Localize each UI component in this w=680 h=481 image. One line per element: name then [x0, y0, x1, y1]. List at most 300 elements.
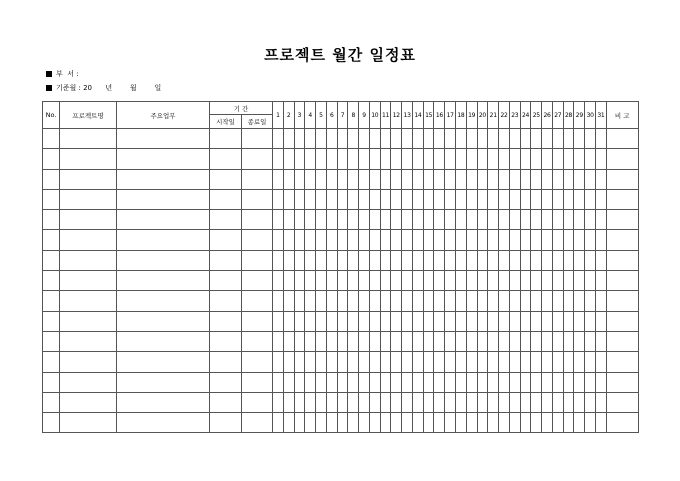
- table-cell[interactable]: [456, 271, 467, 291]
- table-cell[interactable]: [316, 210, 327, 230]
- table-cell[interactable]: [348, 230, 359, 250]
- table-cell[interactable]: [43, 230, 60, 250]
- table-cell[interactable]: [509, 413, 520, 433]
- table-cell[interactable]: [283, 169, 294, 189]
- table-cell[interactable]: [445, 250, 456, 270]
- table-cell[interactable]: [574, 169, 585, 189]
- table-cell[interactable]: [305, 271, 316, 291]
- table-cell[interactable]: [552, 331, 563, 351]
- table-cell[interactable]: [552, 149, 563, 169]
- table-cell[interactable]: [60, 129, 117, 149]
- table-cell[interactable]: [445, 352, 456, 372]
- table-cell[interactable]: [210, 392, 242, 412]
- table-cell[interactable]: [466, 271, 477, 291]
- table-cell[interactable]: [412, 392, 423, 412]
- table-cell[interactable]: [499, 372, 510, 392]
- table-cell[interactable]: [531, 210, 542, 230]
- table-cell[interactable]: [606, 169, 638, 189]
- table-cell[interactable]: [348, 352, 359, 372]
- table-cell[interactable]: [499, 129, 510, 149]
- table-cell[interactable]: [423, 230, 434, 250]
- table-cell[interactable]: [606, 413, 638, 433]
- table-cell[interactable]: [337, 230, 348, 250]
- table-cell[interactable]: [542, 271, 553, 291]
- table-cell[interactable]: [445, 331, 456, 351]
- table-cell[interactable]: [43, 250, 60, 270]
- table-cell[interactable]: [456, 311, 467, 331]
- table-cell[interactable]: [402, 311, 413, 331]
- table-cell[interactable]: [606, 149, 638, 169]
- table-cell[interactable]: [359, 271, 370, 291]
- table-cell[interactable]: [488, 149, 499, 169]
- table-cell[interactable]: [359, 352, 370, 372]
- table-cell[interactable]: [391, 413, 402, 433]
- table-cell[interactable]: [595, 311, 606, 331]
- table-cell[interactable]: [477, 169, 488, 189]
- table-cell[interactable]: [552, 372, 563, 392]
- table-cell[interactable]: [531, 250, 542, 270]
- table-cell[interactable]: [380, 250, 391, 270]
- table-cell[interactable]: [542, 149, 553, 169]
- table-cell[interactable]: [542, 291, 553, 311]
- table-cell[interactable]: [359, 230, 370, 250]
- table-cell[interactable]: [585, 149, 596, 169]
- table-cell[interactable]: [117, 250, 210, 270]
- table-cell[interactable]: [391, 331, 402, 351]
- table-cell[interactable]: [574, 352, 585, 372]
- table-cell[interactable]: [210, 372, 242, 392]
- table-cell[interactable]: [552, 250, 563, 270]
- table-cell[interactable]: [488, 413, 499, 433]
- table-cell[interactable]: [412, 250, 423, 270]
- table-cell[interactable]: [117, 352, 210, 372]
- table-cell[interactable]: [412, 413, 423, 433]
- table-cell[interactable]: [402, 189, 413, 209]
- table-cell[interactable]: [595, 189, 606, 209]
- table-cell[interactable]: [509, 149, 520, 169]
- table-cell[interactable]: [369, 311, 380, 331]
- table-cell[interactable]: [595, 210, 606, 230]
- table-cell[interactable]: [563, 250, 574, 270]
- table-cell[interactable]: [242, 271, 273, 291]
- table-cell[interactable]: [466, 129, 477, 149]
- table-cell[interactable]: [391, 311, 402, 331]
- table-cell[interactable]: [445, 392, 456, 412]
- table-cell[interactable]: [585, 372, 596, 392]
- table-cell[interactable]: [563, 331, 574, 351]
- table-cell[interactable]: [445, 291, 456, 311]
- table-cell[interactable]: [434, 230, 445, 250]
- table-cell[interactable]: [574, 230, 585, 250]
- table-cell[interactable]: [520, 129, 531, 149]
- table-cell[interactable]: [606, 271, 638, 291]
- table-cell[interactable]: [520, 392, 531, 412]
- table-cell[interactable]: [434, 149, 445, 169]
- table-cell[interactable]: [574, 250, 585, 270]
- table-cell[interactable]: [488, 392, 499, 412]
- table-cell[interactable]: [456, 169, 467, 189]
- table-cell[interactable]: [337, 169, 348, 189]
- table-cell[interactable]: [595, 230, 606, 250]
- table-cell[interactable]: [273, 189, 284, 209]
- table-cell[interactable]: [445, 189, 456, 209]
- table-cell[interactable]: [445, 169, 456, 189]
- table-cell[interactable]: [283, 271, 294, 291]
- table-cell[interactable]: [434, 311, 445, 331]
- table-cell[interactable]: [509, 169, 520, 189]
- table-cell[interactable]: [488, 210, 499, 230]
- table-cell[interactable]: [210, 331, 242, 351]
- table-cell[interactable]: [412, 331, 423, 351]
- table-cell[interactable]: [595, 129, 606, 149]
- table-cell[interactable]: [242, 392, 273, 412]
- table-cell[interactable]: [606, 129, 638, 149]
- table-cell[interactable]: [43, 331, 60, 351]
- table-cell[interactable]: [337, 189, 348, 209]
- table-cell[interactable]: [595, 392, 606, 412]
- table-cell[interactable]: [434, 271, 445, 291]
- table-cell[interactable]: [477, 331, 488, 351]
- table-cell[interactable]: [456, 372, 467, 392]
- table-cell[interactable]: [563, 352, 574, 372]
- table-cell[interactable]: [60, 392, 117, 412]
- table-cell[interactable]: [552, 392, 563, 412]
- table-cell[interactable]: [273, 291, 284, 311]
- table-cell[interactable]: [305, 149, 316, 169]
- table-cell[interactable]: [488, 189, 499, 209]
- table-cell[interactable]: [520, 230, 531, 250]
- table-cell[interactable]: [488, 331, 499, 351]
- table-cell[interactable]: [391, 291, 402, 311]
- table-cell[interactable]: [488, 352, 499, 372]
- table-cell[interactable]: [242, 149, 273, 169]
- table-cell[interactable]: [283, 392, 294, 412]
- table-cell[interactable]: [60, 210, 117, 230]
- table-cell[interactable]: [348, 331, 359, 351]
- table-cell[interactable]: [563, 413, 574, 433]
- table-cell[interactable]: [552, 311, 563, 331]
- table-cell[interactable]: [391, 352, 402, 372]
- table-cell[interactable]: [305, 189, 316, 209]
- table-cell[interactable]: [574, 129, 585, 149]
- table-cell[interactable]: [316, 372, 327, 392]
- table-cell[interactable]: [563, 169, 574, 189]
- table-cell[interactable]: [369, 392, 380, 412]
- table-cell[interactable]: [359, 169, 370, 189]
- table-cell[interactable]: [466, 311, 477, 331]
- table-cell[interactable]: [305, 311, 316, 331]
- table-cell[interactable]: [542, 210, 553, 230]
- table-cell[interactable]: [326, 230, 337, 250]
- table-cell[interactable]: [242, 413, 273, 433]
- table-cell[interactable]: [402, 413, 413, 433]
- table-cell[interactable]: [412, 210, 423, 230]
- table-cell[interactable]: [273, 311, 284, 331]
- table-cell[interactable]: [552, 230, 563, 250]
- table-cell[interactable]: [316, 129, 327, 149]
- table-cell[interactable]: [606, 250, 638, 270]
- table-cell[interactable]: [531, 169, 542, 189]
- table-cell[interactable]: [488, 129, 499, 149]
- table-cell[interactable]: [520, 352, 531, 372]
- table-cell[interactable]: [117, 311, 210, 331]
- table-cell[interactable]: [606, 230, 638, 250]
- table-cell[interactable]: [542, 189, 553, 209]
- table-cell[interactable]: [477, 271, 488, 291]
- table-cell[interactable]: [552, 189, 563, 209]
- table-cell[interactable]: [294, 291, 305, 311]
- table-cell[interactable]: [585, 311, 596, 331]
- table-cell[interactable]: [273, 372, 284, 392]
- table-cell[interactable]: [391, 271, 402, 291]
- table-cell[interactable]: [531, 352, 542, 372]
- table-cell[interactable]: [273, 271, 284, 291]
- table-cell[interactable]: [348, 291, 359, 311]
- table-cell[interactable]: [412, 230, 423, 250]
- table-cell[interactable]: [43, 169, 60, 189]
- table-cell[interactable]: [43, 189, 60, 209]
- table-cell[interactable]: [563, 230, 574, 250]
- table-cell[interactable]: [488, 372, 499, 392]
- table-cell[interactable]: [574, 331, 585, 351]
- table-cell[interactable]: [391, 230, 402, 250]
- table-cell[interactable]: [117, 210, 210, 230]
- table-cell[interactable]: [423, 189, 434, 209]
- table-cell[interactable]: [542, 392, 553, 412]
- table-cell[interactable]: [499, 210, 510, 230]
- table-cell[interactable]: [402, 392, 413, 412]
- table-cell[interactable]: [402, 250, 413, 270]
- table-cell[interactable]: [477, 149, 488, 169]
- table-cell[interactable]: [477, 291, 488, 311]
- table-cell[interactable]: [210, 413, 242, 433]
- table-cell[interactable]: [380, 210, 391, 230]
- table-cell[interactable]: [369, 129, 380, 149]
- table-cell[interactable]: [348, 250, 359, 270]
- table-cell[interactable]: [294, 169, 305, 189]
- table-cell[interactable]: [294, 271, 305, 291]
- table-cell[interactable]: [242, 129, 273, 149]
- table-cell[interactable]: [509, 271, 520, 291]
- table-cell[interactable]: [488, 291, 499, 311]
- table-cell[interactable]: [402, 271, 413, 291]
- table-cell[interactable]: [369, 271, 380, 291]
- table-cell[interactable]: [542, 372, 553, 392]
- table-cell[interactable]: [348, 189, 359, 209]
- table-cell[interactable]: [520, 413, 531, 433]
- table-cell[interactable]: [509, 291, 520, 311]
- table-cell[interactable]: [294, 129, 305, 149]
- table-cell[interactable]: [456, 250, 467, 270]
- table-cell[interactable]: [117, 372, 210, 392]
- table-cell[interactable]: [305, 230, 316, 250]
- table-cell[interactable]: [60, 189, 117, 209]
- table-cell[interactable]: [380, 311, 391, 331]
- table-cell[interactable]: [210, 189, 242, 209]
- table-cell[interactable]: [242, 372, 273, 392]
- table-cell[interactable]: [456, 230, 467, 250]
- table-cell[interactable]: [337, 250, 348, 270]
- table-cell[interactable]: [520, 271, 531, 291]
- table-cell[interactable]: [316, 189, 327, 209]
- table-cell[interactable]: [423, 352, 434, 372]
- table-cell[interactable]: [412, 311, 423, 331]
- table-cell[interactable]: [391, 169, 402, 189]
- table-cell[interactable]: [380, 149, 391, 169]
- table-cell[interactable]: [499, 250, 510, 270]
- table-cell[interactable]: [499, 392, 510, 412]
- table-cell[interactable]: [488, 250, 499, 270]
- table-cell[interactable]: [391, 392, 402, 412]
- table-cell[interactable]: [445, 413, 456, 433]
- table-cell[interactable]: [326, 149, 337, 169]
- table-cell[interactable]: [380, 392, 391, 412]
- table-cell[interactable]: [294, 189, 305, 209]
- table-cell[interactable]: [294, 250, 305, 270]
- table-cell[interactable]: [509, 210, 520, 230]
- table-cell[interactable]: [466, 250, 477, 270]
- table-cell[interactable]: [380, 372, 391, 392]
- table-cell[interactable]: [43, 413, 60, 433]
- table-cell[interactable]: [595, 149, 606, 169]
- table-cell[interactable]: [391, 189, 402, 209]
- table-cell[interactable]: [348, 210, 359, 230]
- table-cell[interactable]: [242, 352, 273, 372]
- table-cell[interactable]: [499, 331, 510, 351]
- table-cell[interactable]: [423, 331, 434, 351]
- table-cell[interactable]: [585, 392, 596, 412]
- table-cell[interactable]: [412, 291, 423, 311]
- table-cell[interactable]: [488, 169, 499, 189]
- table-cell[interactable]: [520, 291, 531, 311]
- table-cell[interactable]: [348, 413, 359, 433]
- table-cell[interactable]: [43, 291, 60, 311]
- table-cell[interactable]: [210, 210, 242, 230]
- table-cell[interactable]: [402, 149, 413, 169]
- table-cell[interactable]: [316, 250, 327, 270]
- table-cell[interactable]: [466, 291, 477, 311]
- table-cell[interactable]: [359, 413, 370, 433]
- table-cell[interactable]: [380, 331, 391, 351]
- table-cell[interactable]: [552, 291, 563, 311]
- table-cell[interactable]: [466, 189, 477, 209]
- table-cell[interactable]: [488, 311, 499, 331]
- table-cell[interactable]: [477, 230, 488, 250]
- table-cell[interactable]: [117, 149, 210, 169]
- table-cell[interactable]: [531, 392, 542, 412]
- table-cell[interactable]: [316, 413, 327, 433]
- table-cell[interactable]: [542, 331, 553, 351]
- table-cell[interactable]: [531, 149, 542, 169]
- table-cell[interactable]: [563, 291, 574, 311]
- table-cell[interactable]: [423, 129, 434, 149]
- table-cell[interactable]: [445, 271, 456, 291]
- table-cell[interactable]: [60, 250, 117, 270]
- table-cell[interactable]: [242, 210, 273, 230]
- table-cell[interactable]: [369, 230, 380, 250]
- table-cell[interactable]: [456, 189, 467, 209]
- table-cell[interactable]: [499, 413, 510, 433]
- table-cell[interactable]: [499, 189, 510, 209]
- table-cell[interactable]: [359, 311, 370, 331]
- table-cell[interactable]: [574, 372, 585, 392]
- table-cell[interactable]: [574, 311, 585, 331]
- table-cell[interactable]: [305, 169, 316, 189]
- table-cell[interactable]: [563, 210, 574, 230]
- table-cell[interactable]: [305, 392, 316, 412]
- table-cell[interactable]: [326, 291, 337, 311]
- table-cell[interactable]: [283, 250, 294, 270]
- table-cell[interactable]: [117, 230, 210, 250]
- table-cell[interactable]: [552, 352, 563, 372]
- table-cell[interactable]: [359, 210, 370, 230]
- table-cell[interactable]: [348, 311, 359, 331]
- table-cell[interactable]: [60, 311, 117, 331]
- table-cell[interactable]: [466, 392, 477, 412]
- table-cell[interactable]: [369, 413, 380, 433]
- table-cell[interactable]: [391, 129, 402, 149]
- table-cell[interactable]: [305, 250, 316, 270]
- table-cell[interactable]: [542, 169, 553, 189]
- table-cell[interactable]: [316, 271, 327, 291]
- table-cell[interactable]: [305, 352, 316, 372]
- table-cell[interactable]: [412, 129, 423, 149]
- table-cell[interactable]: [585, 352, 596, 372]
- table-cell[interactable]: [445, 210, 456, 230]
- table-cell[interactable]: [305, 291, 316, 311]
- table-cell[interactable]: [445, 230, 456, 250]
- table-cell[interactable]: [412, 169, 423, 189]
- table-cell[interactable]: [595, 250, 606, 270]
- table-cell[interactable]: [337, 352, 348, 372]
- table-cell[interactable]: [402, 210, 413, 230]
- table-cell[interactable]: [509, 331, 520, 351]
- table-cell[interactable]: [117, 392, 210, 412]
- table-cell[interactable]: [380, 413, 391, 433]
- table-cell[interactable]: [43, 149, 60, 169]
- table-cell[interactable]: [434, 392, 445, 412]
- table-cell[interactable]: [359, 129, 370, 149]
- table-cell[interactable]: [402, 372, 413, 392]
- table-cell[interactable]: [326, 210, 337, 230]
- table-cell[interactable]: [326, 169, 337, 189]
- table-cell[interactable]: [509, 392, 520, 412]
- table-cell[interactable]: [294, 149, 305, 169]
- table-cell[interactable]: [60, 149, 117, 169]
- table-cell[interactable]: [606, 392, 638, 412]
- table-cell[interactable]: [242, 189, 273, 209]
- table-cell[interactable]: [563, 271, 574, 291]
- table-cell[interactable]: [434, 331, 445, 351]
- table-cell[interactable]: [456, 392, 467, 412]
- table-cell[interactable]: [434, 250, 445, 270]
- table-cell[interactable]: [595, 291, 606, 311]
- table-cell[interactable]: [369, 169, 380, 189]
- table-cell[interactable]: [423, 291, 434, 311]
- table-cell[interactable]: [369, 149, 380, 169]
- table-cell[interactable]: [520, 149, 531, 169]
- table-cell[interactable]: [531, 129, 542, 149]
- table-cell[interactable]: [477, 392, 488, 412]
- table-cell[interactable]: [283, 291, 294, 311]
- table-cell[interactable]: [402, 352, 413, 372]
- table-cell[interactable]: [359, 291, 370, 311]
- table-cell[interactable]: [283, 189, 294, 209]
- table-cell[interactable]: [369, 372, 380, 392]
- table-cell[interactable]: [283, 149, 294, 169]
- table-cell[interactable]: [509, 311, 520, 331]
- table-cell[interactable]: [210, 169, 242, 189]
